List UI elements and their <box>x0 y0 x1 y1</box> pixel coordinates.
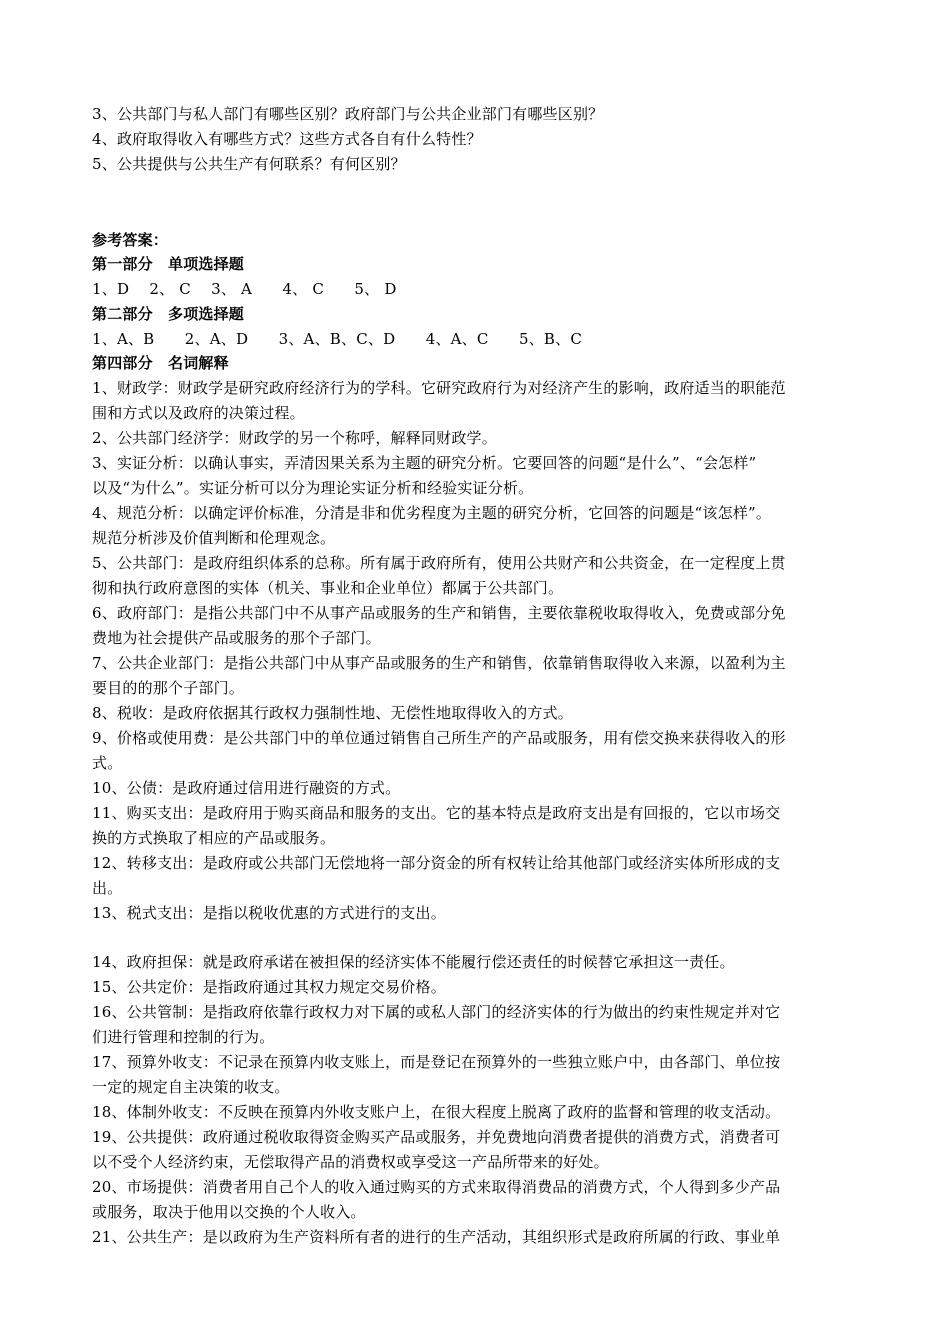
term-line: 以不受个人经济约束，无偿取得产品的消费权或享受这一产品所带来的好处。 <box>92 1153 609 1171</box>
term-line: 围和方式以及政府的决策过程。 <box>92 404 305 422</box>
term-line: 13、税式支出：是指以税收优惠的方式进行的支出。 <box>92 904 446 922</box>
term-line: 12、转移支出：是政府或公共部门无偿地将一部分资金的所有权转让给其他部门或经济实体所形成的支 <box>92 854 781 872</box>
question-5: 5、公共提供与公共生产有何联系？有何区别？ <box>92 155 406 173</box>
term-line: 5、公共部门：是政府组织体系的总称。所有属于政府所有，使用公共财产和公共资金，在一定程度上贯 <box>92 554 786 572</box>
part1-answers: 1、D 2、 C 3、 A 4、 C 5、 D <box>92 280 397 298</box>
term-line: 21、公共生产：是以政府为生产资料所有者的进行的生产活动，其组织形式是政府所属的行政、事业单 <box>92 1228 781 1246</box>
term-line: 或服务，取决于他用以交换的个人收入。 <box>92 1203 366 1221</box>
term-line: 费地为社会提供产品或服务的那个子部门。 <box>92 629 381 647</box>
part1-heading: 第一部分 单项选择题 <box>92 255 245 273</box>
term-line: 换的方式换取了相应的产品或服务。 <box>92 829 336 847</box>
term-line: 规范分析涉及价值判断和伦理观念。 <box>92 529 336 547</box>
term-line: 出。 <box>92 879 123 897</box>
term-line: 7、公共企业部门：是指公共部门中从事产品或服务的生产和销售，依靠销售取得收入来源，以盈利为主 <box>92 654 786 672</box>
term-line: 2、公共部门经济学：财政学的另一个称呼，解释同财政学。 <box>92 429 497 447</box>
term-line: 式。 <box>92 754 123 772</box>
term-line: 们进行管理和控制的行为。 <box>92 1028 275 1046</box>
term-line: 要目的的那个子部门。 <box>92 679 245 697</box>
term-line: 4、规范分析：以确定评价标准，分清是非和优劣程度为主题的研究分析，它回答的问题是“该怎样”。 <box>92 504 772 522</box>
term-line: 11、购买支出：是政府用于购买商品和服务的支出。它的基本特点是政府支出是有回报的，它以市场交 <box>92 804 781 822</box>
term-line: 彻和执行政府意图的实体（机关、事业和企业单位）都属于公共部门。 <box>92 579 564 597</box>
part2-answers: 1、A、B 2、A、D 3、A、B、C、D 4、A、C 5、B、C <box>92 330 583 348</box>
question-3: 3、公共部门与私人部门有哪些区别？政府部门与公共企业部门有哪些区别？ <box>92 105 604 123</box>
term-line: 以及“为什么”。实证分析可以分为理论实证分析和经验实证分析。 <box>92 479 534 497</box>
term-line: 3、实证分析：以确认事实，弄清因果关系为主题的研究分析。它要回答的问题“是什么”、“会怎样” <box>92 454 757 472</box>
term-line: 6、政府部门：是指公共部门中不从事产品或服务的生产和销售，主要依靠税收取得收入，免费或部分免 <box>92 604 786 622</box>
term-line: 一定的规定自主决策的收支。 <box>92 1078 290 1096</box>
term-line: 17、预算外收支：不记录在预算内收支账上，而是登记在预算外的一些独立账户中，由各部门、单位按 <box>92 1053 781 1071</box>
part2-heading: 第二部分 多项选择题 <box>92 305 245 323</box>
term-line: 20、市场提供：消费者用自己个人的收入通过购买的方式来取得消费品的消费方式，个人得到多少产品 <box>92 1178 781 1196</box>
term-line: 14、政府担保：就是政府承诺在被担保的经济实体不能履行偿还责任的时候替它承担这一责任。 <box>92 953 735 971</box>
part4-heading: 第四部分 名词解释 <box>92 354 229 372</box>
term-line: 8、税收：是政府依据其行政权力强制性地、无偿性地取得收入的方式。 <box>92 704 573 722</box>
term-line: 19、公共提供：政府通过税收取得资金购买产品或服务，并免费地向消费者提供的消费方式，消费者可 <box>92 1128 781 1146</box>
term-line: 10、公债：是政府通过信用进行融资的方式。 <box>92 779 401 797</box>
term-line: 15、公共定价：是指政府通过其权力规定交易价格。 <box>92 978 446 996</box>
term-line: 16、公共管制：是指政府依靠行政权力对下属的或私人部门的经济实体的行为做出的约束性规定并对它 <box>92 1003 781 1021</box>
term-line: 18、体制外收支：不反映在预算内外收支账户上，在很大程度上脱离了政府的监督和管理的收支活动。 <box>92 1103 781 1121</box>
term-line: 9、价格或使用费：是公共部门中的单位通过销售自己所生产的产品或服务，用有偿交换来获得收入的形 <box>92 729 786 747</box>
question-4: 4、政府取得收入有哪些方式？这些方式各自有什么特性？ <box>92 130 482 148</box>
answers-title: 参考答案： <box>92 231 169 249</box>
term-line: 1、财政学：财政学是研究政府经济行为的学科。它研究政府行为对经济产生的影响，政府适当的职能范 <box>92 379 786 397</box>
